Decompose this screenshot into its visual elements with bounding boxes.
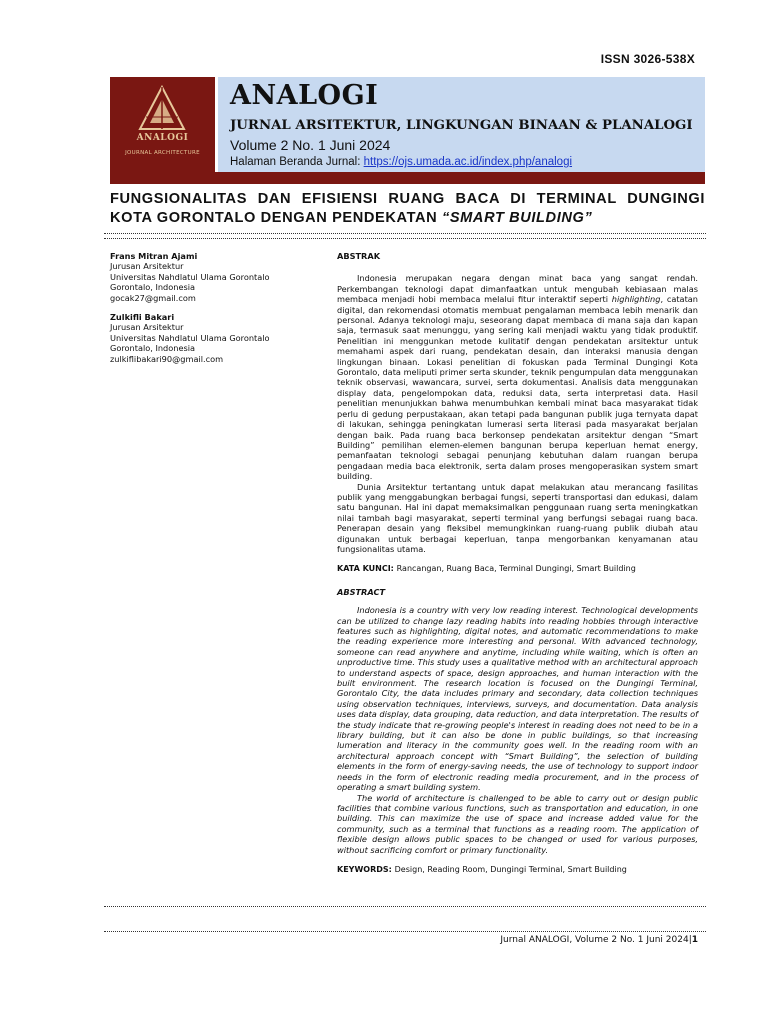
footer-journal: Jurnal ANALOGI, Volume 2 No. 1 Juni 2024 <box>500 935 689 945</box>
header-red-bar <box>110 172 705 184</box>
article-title-line2 <box>110 209 705 228</box>
author-name: Zulkifli Bakari <box>110 312 175 323</box>
abstract-heading: ABSTRACT <box>337 586 386 597</box>
divider-dotted <box>104 238 706 239</box>
logo-subtitle: JOURNAL ARCHITECTURE <box>125 150 200 156</box>
abstrak-p1-text-cont: , catatan digital, dan rekomendasi otomatis membuat pengalaman membaca lebih menarik dan personal. Adanya teknologi maju, seseorang dapat membaca di mana saja dan kapan saja, termasuk saat menunggu, yang sering kali menjadi waktu yang tidak produktif. Penelitian ini menggunkan metode kulitatif dengan pendekatan arsitektur untuk memahami aspek dari ruang, pendekatan desain, dan interaksi manusia dengan lingkungan binaan. Lokasi penelitian di fokuskan pada Terminal Dungingi Kota Gorontalo, data meliputi primer serta skunder, teknik pengumpulan data menggunakan teknik observasi, wawancara, survei, serta dokumentasi. Analisis data menggunakan display data, pengelompokan data, reduksi data, serta interpretasi data. Hasil penelitian menunjukkan bahwa menumbuhkan kembali minat baca masyarakat tidak perlu di gedung perpustakaan, akan tetapi pada bangunan publik juga ternyata dapat di lakukan, sehingga peningkatan lumerasi serta literasi pada masyarakat berjalan dengan baik. Pada ruang baca berkonsep pendekatan arsitektur dengan “Smart Building” pemilihan elemen-elemen bangunan berupa keperluan hemat energy, pemanfaatan teknologi sebagai penunjang kebutuhan dalam ruangan berupa pengadaan media baca elektronik, serta dalam proses mengoperasikan system smart building. <box>337 294 698 482</box>
kata-kunci-label: KATA KUNCI: <box>337 564 397 574</box>
abstrak-p1-italic: highlighting <box>611 294 661 305</box>
divider-dotted <box>104 931 706 932</box>
divider-dotted <box>104 233 706 234</box>
article-title <box>110 190 705 228</box>
abstract-column <box>337 251 698 875</box>
author-block <box>110 312 310 364</box>
abstrak-paragraph: Dunia Arsitektur tertantang untuk dapat melakukan atau merancang fasilitas publik yang menggabungkan berbagai fungsi, seperti transportasi dan edukasi, dalam satu bangunan. Hal ini dapat memaksimalkan penggunaan ruang serta meningkatkan nilai tambah bagi masyarakat, seperti terminal yang berfungsi sebagai ruang baca. Penerapan desain yang fleksibel memungkinkan ruang-ruang publik diubah atau digunakan untuk berbagai keperluan, tanpa mengorbankan kenyamanan atau fungsionalitas utama. <box>337 481 698 554</box>
article-title-line2-italic: “SMART BUILDING” <box>441 210 593 226</box>
journal-title: ANALOGI <box>230 80 379 111</box>
author-dept: Jurusan Arsitektur <box>110 261 184 272</box>
logo-name: ANALOGI <box>136 133 189 143</box>
author-list <box>110 251 310 373</box>
journal-volume: Volume 2 No. 1 Juni 2024 <box>230 137 391 153</box>
author-city: Gorontalo, Indonesia <box>110 282 196 293</box>
author-university: Universitas Nahdlatul Ulama Gorontalo <box>110 271 270 282</box>
journal-homepage <box>230 156 572 168</box>
author-dept: Jurusan Arsitektur <box>110 322 184 333</box>
keywords-label: KEYWORDS: <box>337 864 395 874</box>
abstract-paragraph: Indonesia is a country with very low reading interest. Technological developments can be utilized to change lazy reading habits into reading hobbies through interactive features such as highlighting, digital notes, and automatic recommendations to make the reading experience more interesting and personal. With advanced technology, someone can read anywhere and anytime, including while waiting, which is often an unproductive time. This study uses a qualitative method with an architectural approach to understand aspects of space, design approaches, and human interaction with the built environment. The research location is focused on the Dungingi Terminal, Gorontalo City, the data includes primary and secondary, data collection techniques using observation techniques, interviews, surveys, and documentation. Data analysis uses data display, data grouping, data reduction, and data interpretation. The results of the study indicate that re-growing people's interest in reading does not need to be in a library building, but it can also be done in public buildings, so that increasing lumeration and literacy in the community goes well. In the reading room with an architectural approach concept with “Smart Building”, the selection of building elements in the form of energy-saving needs, the use of technology to support indoor needs in the form of electronic reading media procurement, and in the process of operating a smart building system. <box>337 605 698 793</box>
author-city: Gorontalo, Indonesia <box>110 343 196 354</box>
page-footer: Jurnal ANALOGI, Volume 2 No. 1 Juni 2024|1 <box>500 935 698 945</box>
keywords-text: Design, Reading Room, Dungingi Terminal, Smart Building <box>394 864 627 874</box>
author-university: Universitas Nahdlatul Ulama Gorontalo <box>110 332 270 343</box>
journal-subtitle: JURNAL ARSITEKTUR, LINGKUNGAN BINAAN & PLANALOGI <box>230 118 693 133</box>
author-block <box>110 251 310 303</box>
logo-emblem-icon <box>110 77 215 172</box>
abstrak-heading: ABSTRAK <box>337 251 381 261</box>
article-title-line2-text: KOTA GORONTALO DENGAN PENDEKATAN <box>110 210 442 226</box>
keywords <box>337 865 698 875</box>
page-number: 1 <box>691 935 698 945</box>
kata-kunci <box>337 564 698 574</box>
divider-dotted <box>104 906 706 907</box>
author-email[interactable]: zulkiflibakari90@gmail.com <box>110 353 224 364</box>
homepage-link[interactable]: https://ojs.umada.ac.id/index.php/analogi <box>363 156 573 168</box>
abstrak-paragraph <box>337 273 698 481</box>
author-email[interactable]: gocak27@gmail.com <box>110 292 196 303</box>
kata-kunci-text: Rancangan, Ruang Baca, Terminal Dungingi, Smart Building <box>396 564 636 574</box>
issn-label: ISSN 3026-538X <box>600 52 695 66</box>
author-name: Frans Mitran Ajami <box>110 251 198 261</box>
homepage-label: Halaman Beranda Jurnal: <box>230 156 364 168</box>
abstract-paragraph: The world of architecture is challenged to be able to carry out or design public facilities that combine various functions, such as transportation and education, in one building. This can maximize the use of space and increase added value for the community, such as a terminal that functions as a reading room. The application of flexible design allows public spaces to be changed or used for various purposes, without sacrificing comfort or primary functionality. <box>337 792 698 855</box>
journal-logo <box>110 77 215 172</box>
article-title-line1: FUNGSIONALITAS DAN EFISIENSI RUANG BACA DI TERMINAL DUNGINGI <box>110 191 705 207</box>
abstrak-p1-text: Indonesia merupakan negara dengan minat baca yang sangat rendah. Perkembangan teknologi dapat dimanfaatkan untuk mengubah kebiasaan malas membaca menjadi hobi membaca melalui fitur interaktif seperti <box>337 273 698 305</box>
